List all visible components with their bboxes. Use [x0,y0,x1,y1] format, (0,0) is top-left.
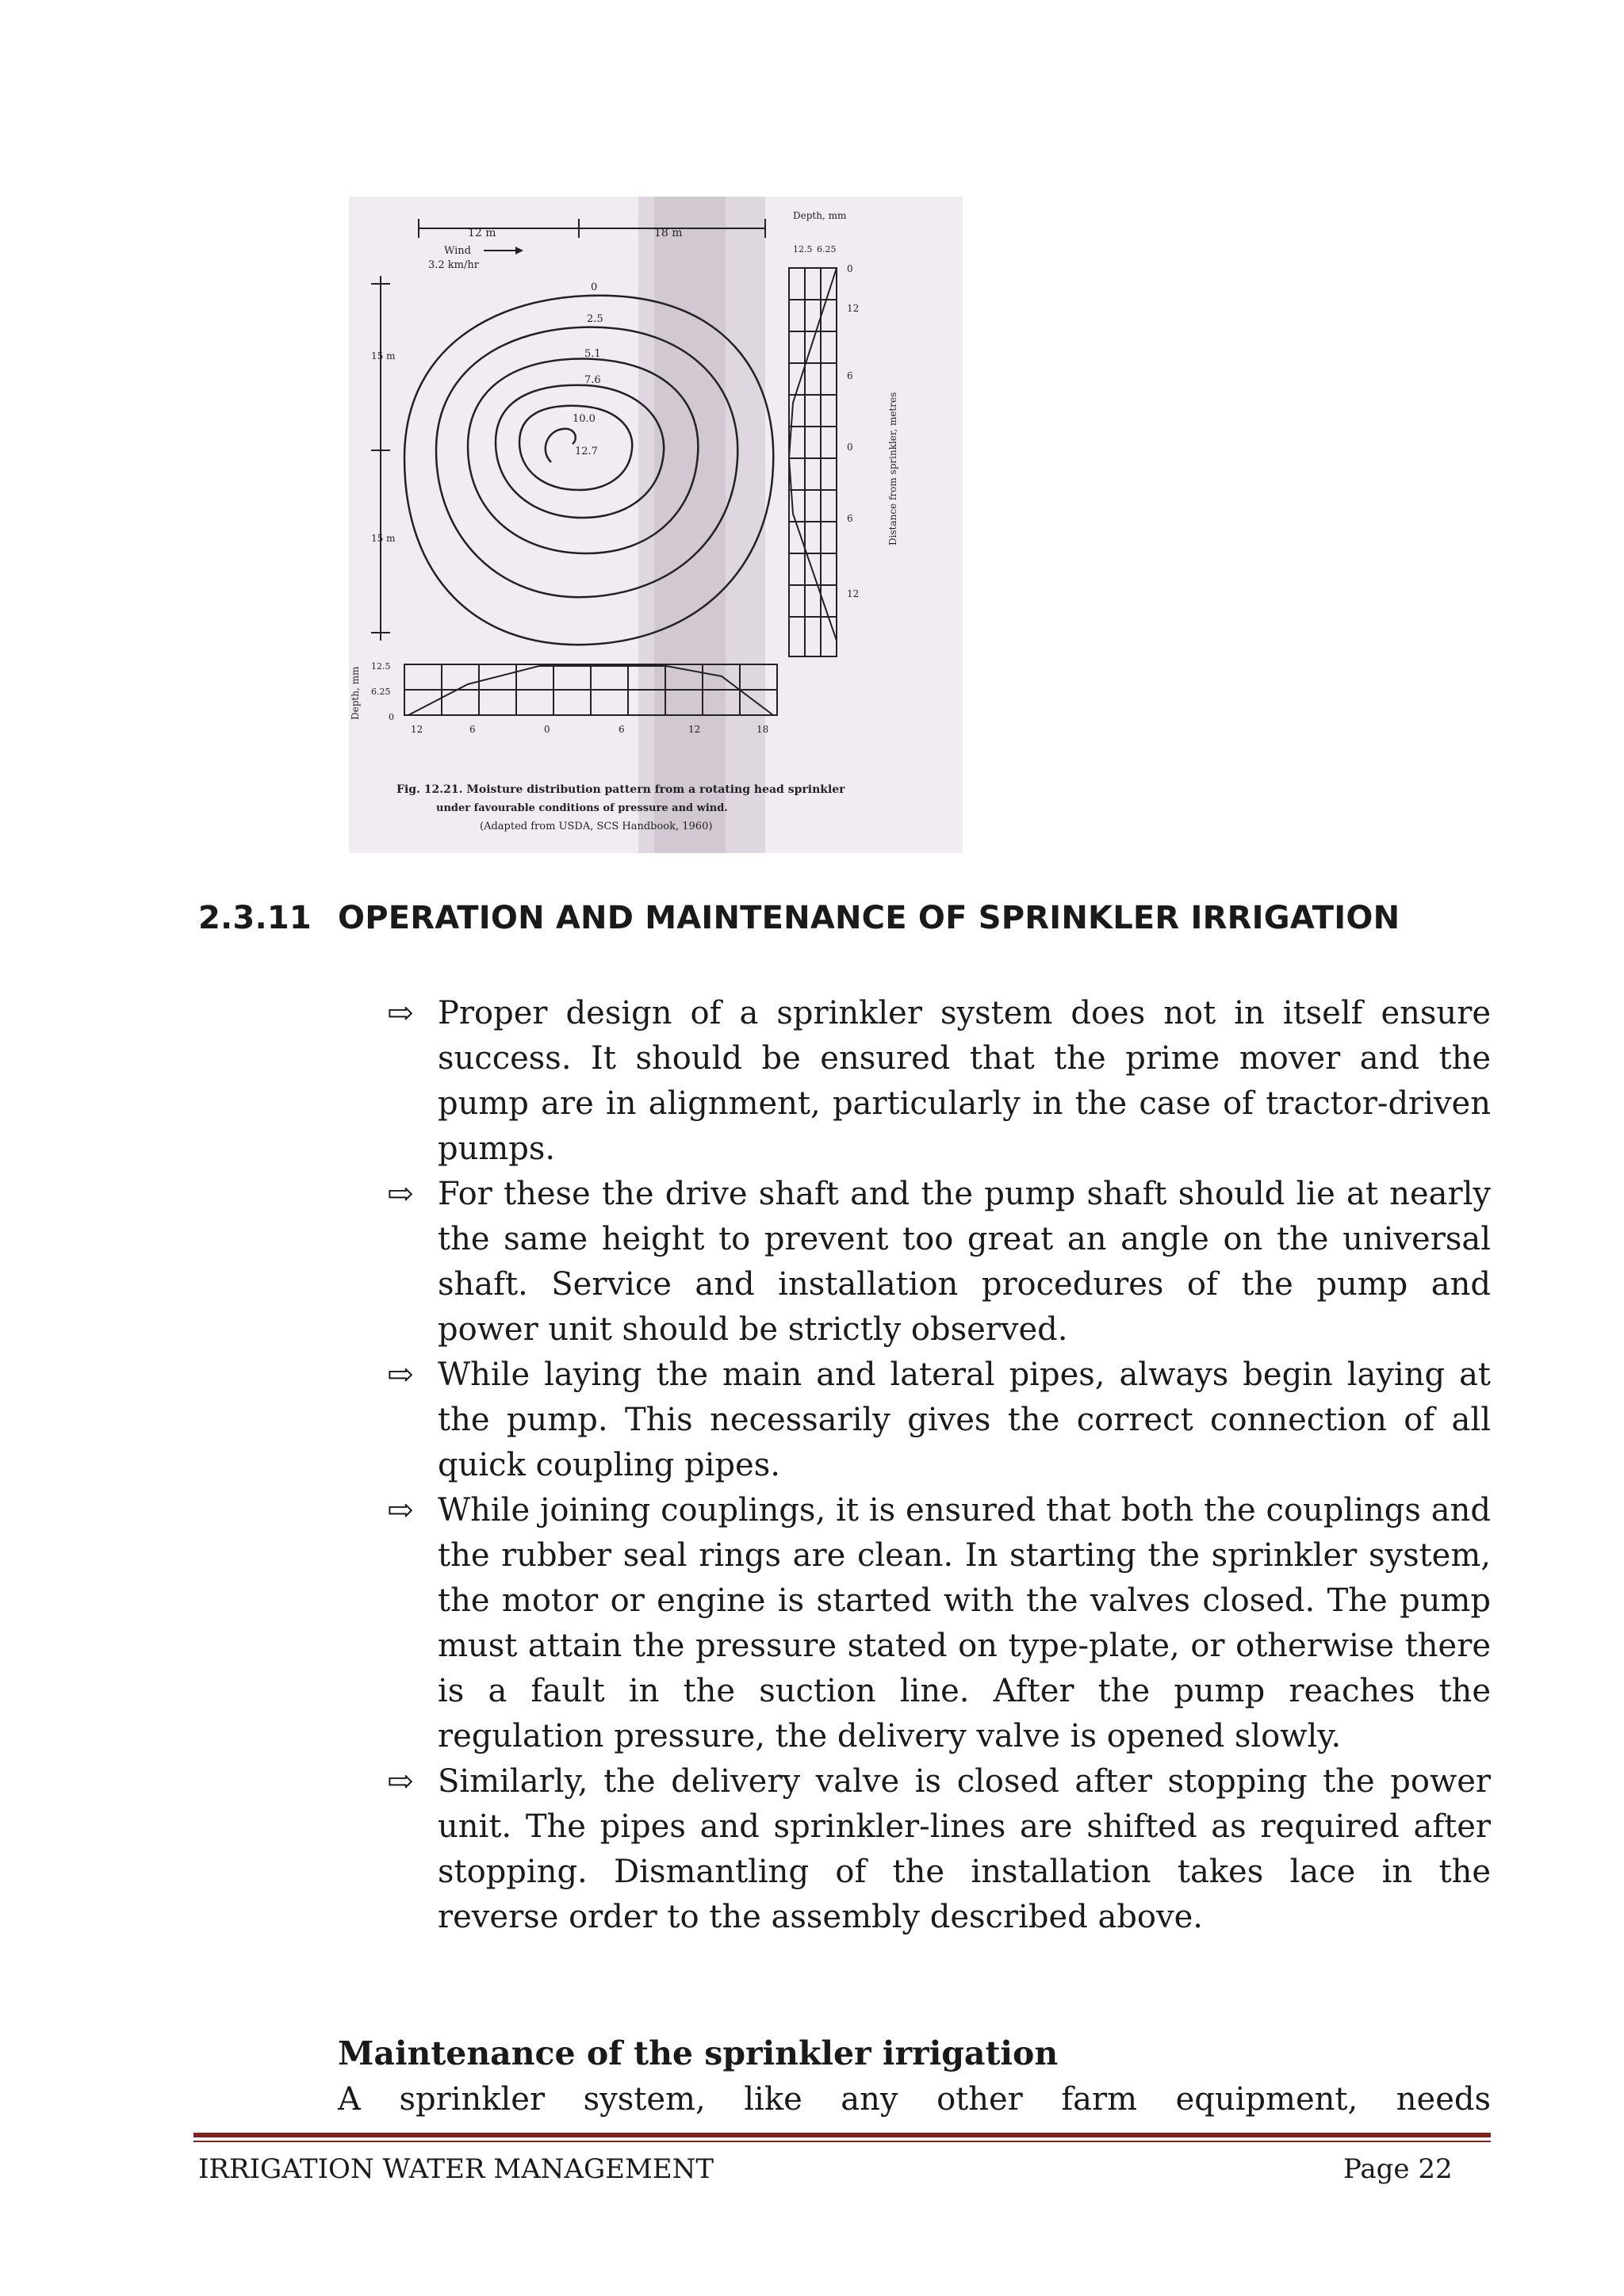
contour-label-5-1: 5.1 [584,348,601,360]
wind-label: Wind [444,245,471,257]
contour-label-10-0: 10.0 [573,413,596,425]
right-depth-tick-12-5: 12.5 [793,244,813,254]
moisture-distribution-figure [349,197,963,853]
footer-divider [193,2133,1491,2137]
depth-label-bottom: Depth, mm [350,666,361,720]
right-depth-grid [789,268,837,656]
bottom-dist-tick-6-right: 6 [619,724,625,735]
right-dist-tick-0-top: 0 [847,263,853,274]
section-heading [198,900,1499,936]
wind-speed-label: 3.2 km/hr [428,259,479,271]
right-axis-label: Distance from sprinkler, metres [887,392,898,545]
maintenance-paragraph: A sprinkler system, like any other farm equipment, needs [338,2081,1491,2118]
contour-label-2-5: 2.5 [587,313,603,325]
contour-label-0: 0 [591,281,598,293]
list-item [387,991,1491,1172]
dim-15m-bottom-label: 15 m [371,533,396,544]
footer-title: IRRIGATION WATER MANAGEMENT [198,2153,714,2185]
bottom-depth-tick-12-5: 12.5 [371,661,391,672]
bottom-dist-tick-12-left: 12 [411,724,423,735]
footer-divider-thin [193,2141,1491,2142]
bottom-depth-tick-0: 0 [389,712,394,722]
figure-drawing [349,197,963,853]
bullet-text: While laying the main and lateral pipes, always begin laying at the pump. This necessarily gives the correct connection of all quick coupling pipes. [438,1357,1491,1483]
bullet-text: For these the drive shaft and the pump shaft should lie at nearly the same height to prevent too great an angle on the universal shaft. Service and installation procedures of the pump and power unit should be strictly observed. [438,1176,1491,1348]
bottom-dist-tick-18: 18 [756,724,769,735]
contour-label-7-6: 7.6 [584,374,601,386]
arrow-right-icon: ⇨ [387,995,414,1031]
dim-15m-top-label: 15 m [371,350,396,362]
arrow-right-icon: ⇨ [387,1357,414,1393]
right-dist-tick-12-top: 12 [847,303,860,314]
bottom-dist-tick-12-right: 12 [688,724,701,735]
section-title: OPERATION AND MAINTENANCE OF SPRINKLER IRRIGATION [338,900,1400,936]
arrow-right-icon: ⇨ [387,1763,414,1800]
maintenance-heading: Maintenance of the sprinkler irrigation [338,2034,1059,2072]
dim-12m-label: 12 m [468,227,496,239]
bottom-dist-tick-0: 0 [544,724,550,735]
right-dist-tick-0-mid: 0 [847,442,853,453]
figure-caption-line2: under favourable conditions of pressure and wind. [436,802,728,814]
bullet-text: Similarly, the delivery valve is closed after stopping the power unit. The pipes and sprinkler-lines are shifted as required after stopping. Dismantling of the installation takes lace in the reverse order to the assembly described above. [438,1763,1491,1935]
right-dist-tick-6-top: 6 [847,370,853,381]
dim-18m-label: 18 m [654,227,683,239]
figure-caption-line3: (Adapted from USDA, SCS Handbook, 1960) [480,821,713,832]
bottom-dist-tick-6-left: 6 [469,724,476,735]
bottom-depth-tick-6-25: 6.25 [371,687,391,697]
bullet-text: Proper design of a sprinkler system does not in itself ensure success. It should be ensured that the prime mover and the pump are in alignment, particularly in the case of tractor-driven pumps. [438,995,1491,1167]
page-number: Page 22 [1343,2153,1453,2185]
depth-label-right: Depth, mm [793,210,847,221]
list-item [387,1759,1491,1940]
list-item [387,1488,1491,1759]
bullet-text: While joining couplings, it is ensured that both the couplings and the rubber seal rings are clean. In starting the sprinkler system, the motor or engine is started with the valves closed. The pump must attain the pressure stated on type-plate, or otherwise there is a fault in the suction line. After the pump reaches the regulation pressure, the delivery valve is opened slowly. [438,1492,1491,1755]
bullet-list [387,991,1491,1940]
section-number: 2.3.11 [198,900,312,936]
figure-caption-line1: Fig. 12.21. Moisture distribution pattern from a rotating head sprinkler [396,783,845,796]
right-depth-tick-6-25: 6.25 [817,244,837,254]
contour-label-12-7: 12.7 [575,446,598,457]
list-item [387,1353,1491,1488]
list-item [387,1172,1491,1353]
right-dist-tick-6-bottom: 6 [847,513,853,524]
arrow-right-icon: ⇨ [387,1492,414,1529]
arrow-right-icon: ⇨ [387,1176,414,1212]
right-dist-tick-12-bottom: 12 [847,588,860,599]
